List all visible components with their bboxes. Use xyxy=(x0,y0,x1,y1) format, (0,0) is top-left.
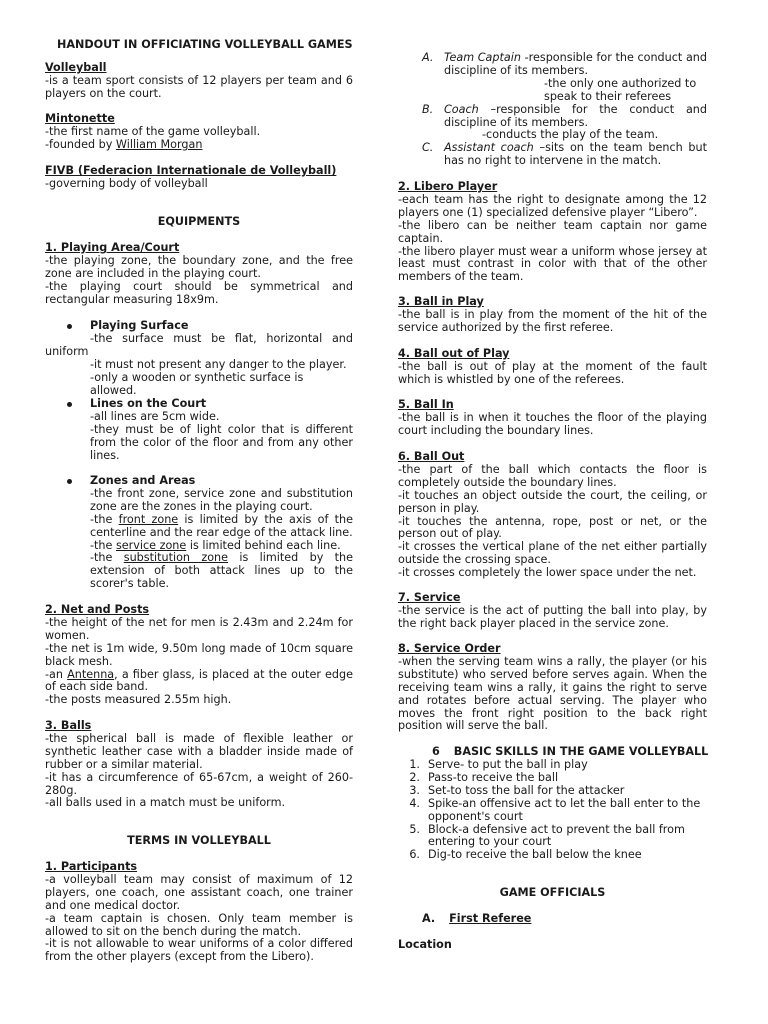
mintonette-heading: Mintonette xyxy=(45,112,115,125)
fivb-section xyxy=(45,165,353,191)
service-section xyxy=(398,592,707,631)
ball-out-l2: -it touches an object outside the court, the ceiling, or person in play. xyxy=(398,488,707,515)
skills-heading xyxy=(432,746,708,759)
ball-in-play-heading: 3. Ball in Play xyxy=(398,295,484,308)
surface-l3: -only a wooden or synthetic surface is allowed. xyxy=(90,370,304,397)
role-name: Coach xyxy=(444,102,479,116)
libero-l2: -the libero can be neither team captain nor game captain. xyxy=(398,218,707,245)
officials-letter: A. xyxy=(422,912,436,925)
role-assistant-coach xyxy=(398,142,707,168)
ball-out-section xyxy=(398,451,707,580)
role-team-captain xyxy=(398,52,707,104)
list-text: Serve- to put the ball in play xyxy=(428,758,588,771)
ball-in-play-section xyxy=(398,296,707,335)
list-item xyxy=(398,759,707,772)
fivb-heading: FIVB (Federacion Internationale de Volleyball) xyxy=(45,164,337,177)
libero-heading: 2. Libero Player xyxy=(398,180,498,193)
ball-out-of-play-heading: 4. Ball out of Play xyxy=(398,347,510,360)
list-item xyxy=(398,824,707,850)
zones-section xyxy=(45,475,353,591)
mintonette-line2 xyxy=(45,139,353,152)
text-fragment: is limited by the extension of both attack lines up to the scorer's table. xyxy=(90,551,354,591)
zones-l1: -the front zone, service zone and substitution zone are the zones in the playing court. xyxy=(90,486,353,513)
ball-out-heading: 6. Ball Out xyxy=(398,450,465,463)
bullet-icon xyxy=(67,402,72,407)
substitution-zone-term: substitution zone xyxy=(123,551,229,565)
list-number: 4. xyxy=(409,796,420,810)
balls-heading: 3. Balls xyxy=(45,719,92,732)
roles-list xyxy=(398,52,707,168)
service-text: -the service is the act of putting the ball into play, by the right back player placed in the service zone. xyxy=(398,603,707,630)
role-extra: -conducts the play of the team. xyxy=(482,128,659,142)
lines-l1: -all lines are 5cm wide. xyxy=(90,409,220,423)
court-p2: -the playing court should be symmetrical and rectangular measuring 18x9m. xyxy=(45,279,353,306)
balls-l2: -it has a circumference of 65-67cm, a weight of 260-280g. xyxy=(45,770,353,797)
ball-out-l3: -it touches the antenna, rope, post or net, or the person out of play. xyxy=(398,514,707,541)
page-title: HANDOUT IN OFFICIATING VOLLEYBALL GAMES xyxy=(57,38,353,51)
ball-in-text: -the ball is in when it touches the floor of the playing court including the boundary lines. xyxy=(398,410,707,437)
service-order-section xyxy=(398,643,707,733)
net-l1: -the height of the net for men is 2.43m and 2.24m for women. xyxy=(45,615,353,642)
zones-l2 xyxy=(90,514,353,540)
list-text: Spike-an offensive act to let the ball enter to the opponent's court xyxy=(428,796,701,823)
participants-l1: -a volleyball team may consist of maximum of 12 players, one coach, one assistant coach, one trainer and one medical doctor. xyxy=(45,872,353,912)
text-fragment: -an xyxy=(45,667,68,681)
list-item xyxy=(398,785,707,798)
antenna-term: Antenna xyxy=(67,667,115,681)
service-heading: 7. Service xyxy=(398,591,461,604)
ball-in-section xyxy=(398,399,707,438)
libero-l1: -each team has the right to designate among the 12 players one (1) specialized defensive player “Libero”. xyxy=(398,192,707,219)
ball-in-play-text: -the ball is in play from the moment of the hit of the service authorized by the first referee. xyxy=(398,307,707,334)
role-desc: -responsible for the conduct and discipline of its members. xyxy=(444,51,707,77)
text-fragment: -the xyxy=(90,551,124,565)
court-section xyxy=(45,242,353,307)
net-section xyxy=(45,604,353,707)
first-referee-heading xyxy=(422,913,531,926)
ball-out-l4: -it crosses the vertical plane of the net either partially outside the crossing space. xyxy=(398,540,707,567)
role-letter: B. xyxy=(422,102,434,116)
terms-heading: TERMS IN VOLLEYBALL xyxy=(127,834,271,847)
balls-section xyxy=(45,720,353,810)
text-fragment: , a fiber glass, is placed at the outer edge of each side band. xyxy=(45,667,354,694)
role-coach xyxy=(398,104,707,143)
ball-out-of-play-section xyxy=(398,348,707,387)
list-text: Block-a defensive act to prevent the ball from entering to your court xyxy=(428,822,685,849)
first-referee-label: First Referee xyxy=(449,912,532,925)
volleyball-heading: Volleyball xyxy=(45,61,107,74)
volleyball-text: -is a team sport consists of 12 players per team and 6 players on the court. xyxy=(45,73,353,100)
surface-l2: -it must not present any danger to the player. xyxy=(90,357,347,371)
surface-bullet xyxy=(45,320,353,333)
list-item xyxy=(398,849,707,862)
net-l2: -the net is 1m wide, 9.50m long made of 10cm square black mesh. xyxy=(45,641,353,668)
list-item xyxy=(398,772,707,785)
balls-l3: -all balls used in a match must be uniform. xyxy=(45,796,286,810)
role-desc: –sits on the team bench but has no right to intervene in the match. xyxy=(444,141,708,168)
court-p1: -the playing zone, the boundary zone, and the free zone are included in the playing court. xyxy=(45,253,353,280)
service-order-text: -when the serving team wins a rally, the player (or his substitute) who served before serves again. When the receiving team wins a rally, it gains the right to serve and rotates before actual serving. The player who moves the front right position to the back right position will serve the ball. xyxy=(398,654,707,733)
ball-out-l5: -it crosses completely the lower space under the net. xyxy=(398,566,697,580)
net-l3 xyxy=(45,669,353,695)
balls-l1: -the spherical ball is made of flexible leather or synthetic leather case with a bladder inside made of rubber or a similar material. xyxy=(45,731,353,771)
lines-section xyxy=(45,398,353,463)
libero-section xyxy=(398,181,707,284)
surface-heading: Playing Surface xyxy=(90,319,189,332)
service-order-heading: 8. Service Order xyxy=(398,642,501,655)
participants-l2: -a team captain is chosen. Only team member is allowed to sit on the bench during the match. xyxy=(45,911,353,938)
founder-name: William Morgan xyxy=(115,137,203,151)
role-name: Assistant coach xyxy=(444,141,534,155)
list-text: Dig-to receive the ball below the knee xyxy=(428,848,642,862)
libero-l3: -the libero player must wear a uniform whose jersey at least must contrast in color with that of the other members of the team. xyxy=(398,244,707,284)
volleyball-section xyxy=(45,62,353,101)
mintonette-section xyxy=(45,113,353,152)
lines-l2: -they must be of light color that is different from the color of the floor and from any other lines. xyxy=(90,422,353,462)
role-letter: C. xyxy=(422,141,434,155)
list-number: 6. xyxy=(409,848,420,862)
skills-list xyxy=(398,759,707,862)
surface-l1: -the surface must be flat, horizontal and uniform xyxy=(45,331,353,358)
list-text: Set-to toss the ball for the attacker xyxy=(428,783,625,797)
lines-heading: Lines on the Court xyxy=(90,397,207,410)
founded-by-label: -founded by xyxy=(45,137,116,151)
service-zone-term: service zone xyxy=(115,538,187,552)
list-number: 1. xyxy=(409,758,420,771)
zones-l4 xyxy=(90,552,353,591)
role-letter: A. xyxy=(422,51,434,64)
participants-heading: 1. Participants xyxy=(45,860,138,873)
bullet-icon xyxy=(67,324,72,329)
court-heading: 1. Playing Area/Court xyxy=(45,241,180,254)
mintonette-line1: -the first name of the game volleyball. xyxy=(45,124,261,138)
list-number: 2. xyxy=(409,770,420,784)
surface-section xyxy=(45,320,353,397)
text-fragment: is limited by the axis of the centerline and the rear edge of the attack line. xyxy=(90,512,354,539)
net-heading: 2. Net and Posts xyxy=(45,603,150,616)
list-item xyxy=(398,798,707,824)
ball-in-heading: 5. Ball In xyxy=(398,398,454,411)
zones-bullet xyxy=(45,475,353,591)
role-extra: -the only one authorized to speak to their referees xyxy=(544,76,697,103)
officials-heading: GAME OFFICIALS xyxy=(499,886,606,899)
participants-l3: -it is not allowable to wear uniforms of a color differed from the other players (except from the Libero). xyxy=(45,937,353,964)
skills-title: BASIC SKILLS IN THE GAME VOLLEYBALL xyxy=(453,745,709,758)
role-name: Team Captain xyxy=(444,51,521,64)
front-zone-term: front zone xyxy=(118,512,179,526)
equipments-heading: EQUIPMENTS xyxy=(157,215,241,228)
zones-heading: Zones and Areas xyxy=(90,474,196,487)
text-fragment: -the xyxy=(90,538,116,552)
text-fragment: is limited behind each line. xyxy=(186,538,341,552)
list-text: Pass-to receive the ball xyxy=(428,770,559,784)
ball-out-of-play-text: -the ball is out of play at the moment of the fault which is whistled by one of the referees. xyxy=(398,359,707,386)
fivb-text: -governing body of volleyball xyxy=(45,176,208,190)
participants-section xyxy=(45,861,353,964)
ball-out-l1: -the part of the ball which contacts the floor is completely outside the boundary lines. xyxy=(398,462,707,489)
skills-count: 6 xyxy=(432,745,440,758)
bullet-icon xyxy=(67,479,72,484)
role-desc: –responsible for the conduct and discipline of its members. xyxy=(444,102,707,129)
lines-bullet xyxy=(45,398,353,463)
location-heading: Location xyxy=(398,938,452,951)
list-number: 3. xyxy=(409,783,420,797)
list-number: 5. xyxy=(409,822,420,836)
net-l4: -the posts measured 2.55m high. xyxy=(45,693,232,707)
text-fragment: -the xyxy=(90,512,119,526)
